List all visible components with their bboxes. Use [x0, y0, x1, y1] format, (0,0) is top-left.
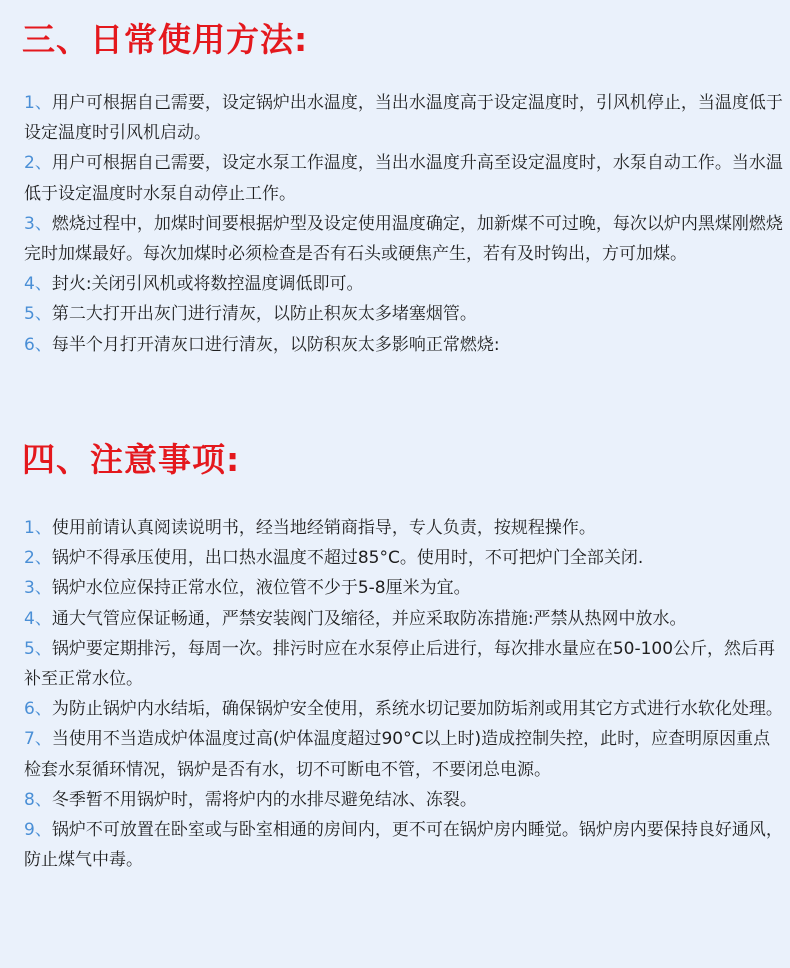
- item-number: 5、: [24, 304, 52, 325]
- item-text: 用户可根据自己需要，设定水泵工作温度，当出水温度升高至设定温度时，水泵自动工作。当水温低于设定温度时水泵自动停止工作。: [24, 153, 783, 204]
- item-number: 1、: [24, 518, 52, 538]
- list-item: [24, 785, 784, 815]
- item-text: 封火:关闭引风机或将数控温度调低即可。: [51, 274, 364, 295]
- item-number: 3、: [24, 578, 52, 599]
- item-number: 2、: [24, 153, 52, 174]
- list-item: [24, 634, 784, 694]
- item-number: 6、: [24, 699, 52, 720]
- item-number: 7、: [24, 729, 52, 750]
- item-number: 1、: [24, 93, 52, 113]
- item-number: 4、: [24, 608, 52, 629]
- list-item: [24, 330, 784, 360]
- list-item: [24, 88, 784, 148]
- list-item: [24, 148, 784, 208]
- list-item: [24, 815, 784, 875]
- list-item: [24, 694, 784, 724]
- list-item: [24, 573, 784, 603]
- item-text: 使用前请认真阅读说明书，经当地经销商指导，专人负责，按规程操作。: [51, 518, 596, 538]
- item-text: 第二大打开出灰门进行清灰，以防止积灰太多堵塞烟管。: [51, 304, 477, 325]
- item-number: 9、: [24, 820, 52, 841]
- item-number: 3、: [24, 213, 52, 234]
- list-item: [24, 209, 784, 269]
- daily-use-list: [24, 88, 784, 360]
- list-item: [24, 269, 784, 299]
- list-item: [24, 299, 784, 329]
- item-text: 锅炉要定期排污，每周一次。排污时应在水泵停止后进行，每次排水量应在50-100公斤，然后再补至正常水位。: [24, 638, 776, 690]
- list-item: [24, 543, 784, 573]
- item-text: 燃烧过程中，加煤时间要根据炉型及设定使用温度确定，加新煤不可过晚，每次以炉内黑煤刚燃烧完时加煤最好。每次加煤时必须检查是否有石头或硬焦产生，若有及时钩出，方可加煤。: [24, 213, 783, 265]
- precautions-list: [24, 513, 784, 875]
- item-text: 锅炉水位应保持正常水位，液位管不少于5-8厘米为宜。: [51, 578, 471, 599]
- item-number: 8、: [24, 789, 52, 810]
- item-number: 2、: [24, 548, 52, 569]
- item-text: 当使用不当造成炉体温度过高(炉体温度超过90°C以上时)造成控制失控，此时，应查明原因重点检套水泵循环情况，锅炉是否有水，切不可断电不管，不要闭总电源。: [24, 729, 771, 780]
- item-number: 5、: [24, 638, 52, 659]
- item-number: 6、: [24, 334, 52, 355]
- item-text: 用户可根据自己需要，设定锅炉出水温度，当出水温度高于设定温度时，引风机停止，当温度低于设定温度时引风机启动。: [24, 93, 783, 144]
- item-text: 通大气管应保证畅通，严禁安装阀门及缩径，并应采取防冻措施:严禁从热网中放水。: [51, 608, 687, 629]
- section-title-daily-use: 三、日常使用方法:: [22, 20, 309, 59]
- item-text: 锅炉不可放置在卧室或与卧室相通的房间内，更不可在锅炉房内睡觉。锅炉房内要保持良好通风，防止煤气中毒。: [24, 820, 783, 871]
- item-text: 每半个月打开清灰口进行清灰，以防积灰太多影响正常燃烧:: [51, 334, 500, 355]
- item-text: 冬季暂不用锅炉时，需将炉内的水排尽避免结冰、冻裂。: [51, 789, 477, 810]
- list-item: [24, 604, 784, 634]
- item-text: 锅炉不得承压使用，出口热水温度不超过85°C。使用时，不可把炉门全部关闭.: [51, 548, 644, 569]
- item-text: 为防止锅炉内水结垢，确保锅炉安全使用，系统水切记要加防垢剂或用其它方式进行水软化处理。: [51, 699, 783, 720]
- item-number: 4、: [24, 274, 52, 295]
- list-item: [24, 513, 784, 543]
- list-item: [24, 724, 784, 784]
- section-title-precautions: 四、注意事项:: [22, 440, 241, 479]
